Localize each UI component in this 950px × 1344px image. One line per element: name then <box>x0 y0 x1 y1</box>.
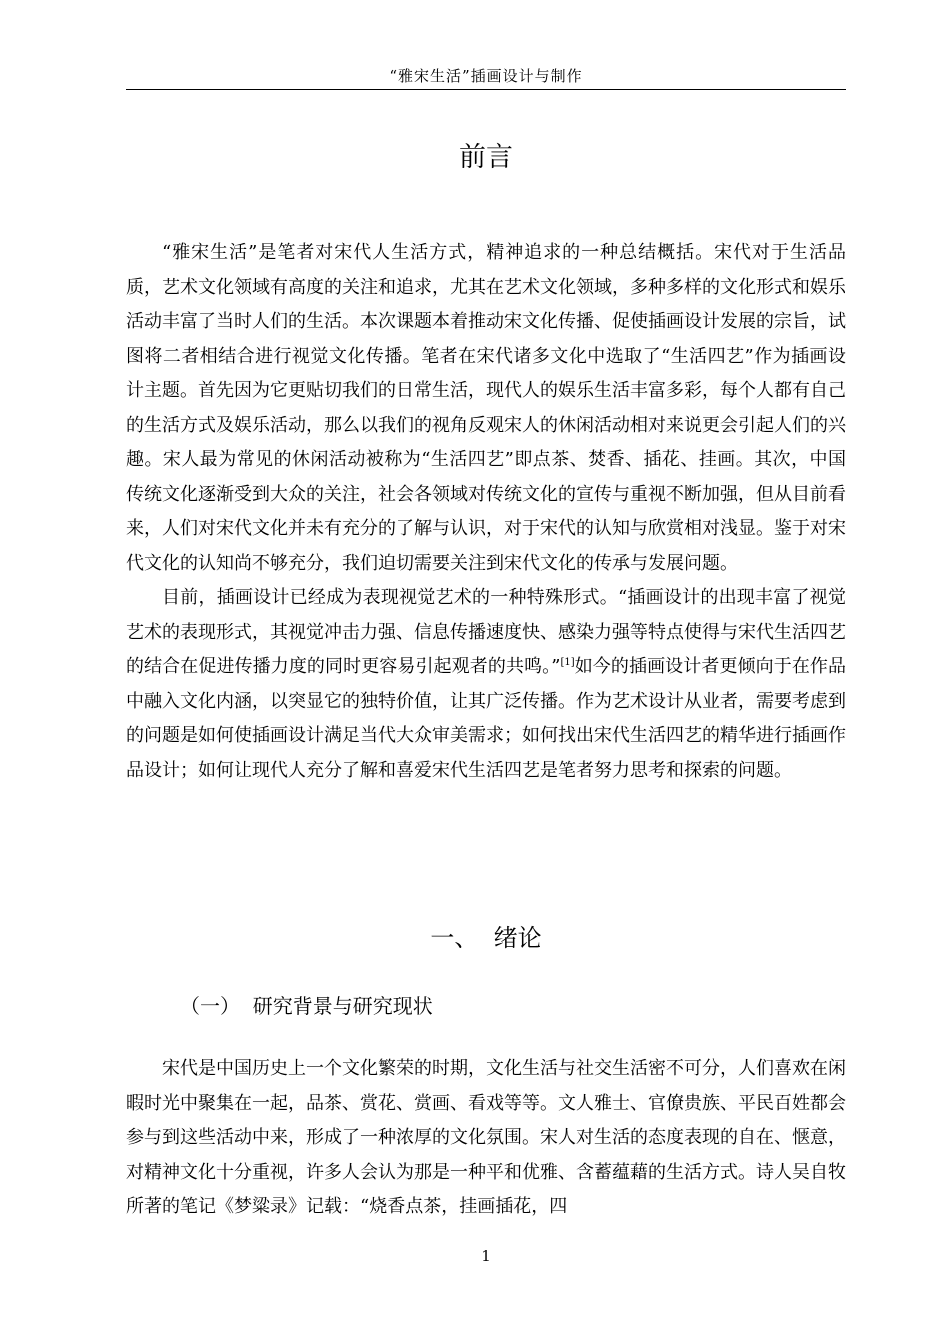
preface-paragraph-2-text: 目前，插画设计已经成为表现视觉艺术的一种特殊形式。“插画设计的出现丰富了视觉艺术的表现形式，其视觉冲击力强、信息传播速度快、感染力强等特点使得与宋代生活四艺的结合在促进传播力度的同时更容易引起观者的共鸣。” <box>126 587 846 677</box>
chapter-paragraph-1: 宋代是中国历史上一个文化繁荣的时期，文化生活与社交生活密不可分，人们喜欢在闲暇时光中聚集在一起，品茶、赏花、赏画、看戏等等。文人雅士、官僚贵族、平民百姓都会参与到这些活动中来，形成了一种浓厚的文化氛围。宋人对生活的态度表现的自在、惬意，对精神文化十分重视，许多人会认为那是一种平和优雅、含蓄蕴藉的生活方式。诗人吴自牧所著的笔记《梦粱录》记载：“烧香点茶，挂画插花，四 <box>126 1058 846 1217</box>
preface-paragraph-2 <box>126 581 846 788</box>
subsection-heading: （一） 研究背景与研究现状 <box>180 994 433 1018</box>
chapter-body <box>126 1052 846 1225</box>
preface-body <box>126 236 846 788</box>
citation-marker: [1] <box>560 657 575 668</box>
running-header: “雅宋生活”插画设计与制作 <box>389 67 583 85</box>
chapter-heading: 一、 绪论 <box>430 924 542 952</box>
preface-title: 前言 <box>459 142 513 173</box>
page-number: 1 <box>481 1247 491 1265</box>
preface-paragraph-2-continued: 如今的插画设计者更倾向于在作品中融入文化内涵，以突显它的独特价值，让其广泛传播。作为艺术设计从业者，需要考虑到的问题是如何使插画设计满足当代大众审美需求；如何找出宋代生活四艺的精华进行插画作品设计；如何让现代人充分了解和喜爱宋代生活四艺是笔者努力思考和探索的问题。 <box>126 656 847 781</box>
header-rule <box>126 89 846 90</box>
preface-paragraph-1: “雅宋生活”是笔者对宋代人生活方式，精神追求的一种总结概括。宋代对于生活品质，艺术文化领域有高度的关注和追求，尤其在艺术文化领域，多种多样的文化形式和娱乐活动丰富了当时人们的生活。本次课题本着推动宋文化传播、促使插画设计发展的宗旨，试图将二者相结合进行视觉文化传播。笔者在宋代诸多文化中选取了“生活四艺”作为插画设计主题。首先因为它更贴切我们的日常生活，现代人的娱乐生活丰富多彩，每个人都有自己的生活方式及娱乐活动，那么以我们的视角反观宋人的休闲活动相对来说更会引起人们的兴趣。宋人最为常见的休闲活动被称为“生活四艺”即点茶、焚香、插花、挂画。其次，中国传统文化逐渐受到大众的关注，社会各领域对传统文化的宣传与重视不断加强，但从目前看来，人们对宋代文化并未有充分的了解与认识，对于宋代的认知与欣赏相对浅显。鉴于对宋代文化的认知尚不够充分，我们迫切需要关注到宋代文化的传承与发展问题。 <box>126 242 846 574</box>
